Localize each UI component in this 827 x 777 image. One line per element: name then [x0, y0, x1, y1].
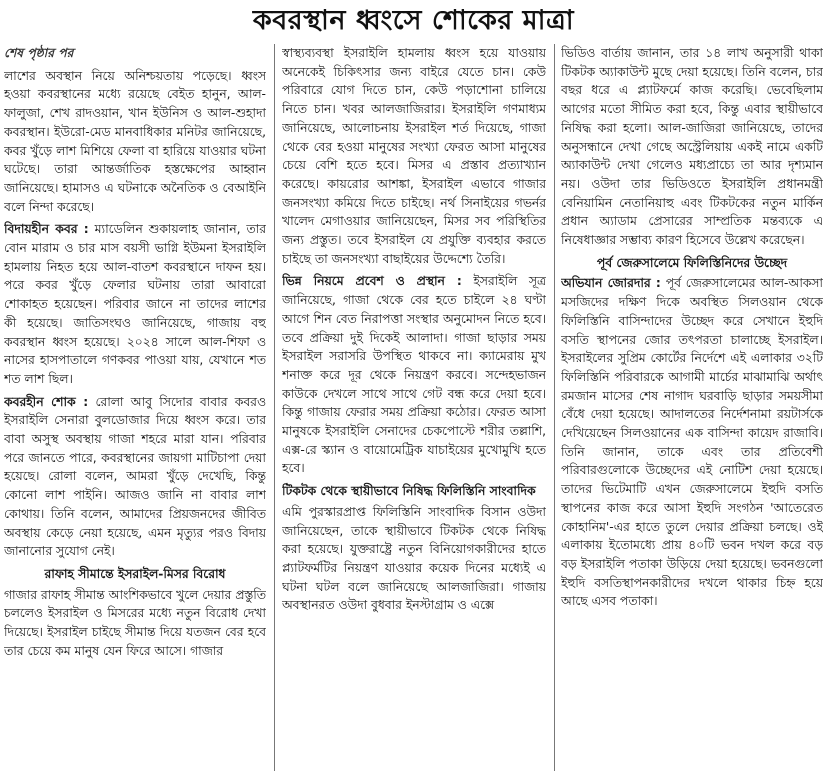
subheading: পূর্ব জেরুসালেমে ফিলিস্তিনিদের উচ্ছেদ: [596, 255, 788, 270]
continued-from-label: শেষ পৃষ্ঠার পর: [4, 46, 74, 60]
kicker-line: [4, 44, 266, 63]
paragraph: ভিডিও বার্তায় জানান, তার ১৪ লাখ অনুসারী থাকা টিকটক অ্যাকাউন্ট মুছে দেয়া হয়েছে। তিনি বলেন, চার বছর ধরে এ প্ল্যাটফর্মে কাজ করেছি। ভেবেছিলাম আগের মতো সীমিত করা হবে, কিন্তু এবার স্থায়ীভাবে নিষিদ্ধ করা হলো। আল-জাজিরা জানিয়েছে, তাদের অনুসন্ধানে দেখা গেছে অস্ট্রেলিয়ায় একই নামে একটি অ্যাকাউন্ট দেখা গেলেও মধ্যপ্রাচ্যে তা আর দৃশ্যমান নয়। ওউদা তার ভিডিওতে ইসরাইলি প্রধানমন্ত্রী বেনিয়ামিন নেতানিয়াহু এবং টিকটকের নতুন মার্কিন প্রধান অ্যাডাম প্রেসারের সাম্প্রতিক মন্তব্যকে এ নিষেধাজ্ঞার সম্ভাব্য কারণ হিসেবে উল্লেখ করেছেন।: [561, 46, 823, 248]
paragraph-lead: অভিযান জোরদার :: [561, 276, 661, 291]
paragraph: গাজার রাফাহ সীমান্ত আংশিকভাবে খুলে দেয়ার প্রস্তুতি চললেও ইসরাইল ও মিসরের মধ্যে নতুন বিরোধ দেখা দিয়েছে। ইসরাইল চাইছে সীমান্ত দিয়ে যতজন বের হবে তার চেয়ে কম মানুষ যেন ফিরে আসে। গাজার: [4, 587, 266, 658]
paragraph: লাশের অবস্থান নিয়ে অনিশ্চয়তায় পড়েছে। ধ্বংস হওয়া কবরস্থানের মধ্যে রয়েছে বেইত হানুন, আল-ফালুজা, শেখ রাদওয়ান, খান ইউনিস ও আল-শুহাদা কবরস্থান। ইউরো-মেড মানবাধিকার মনিটর জানিয়েছে, কবর খুঁড়ে লাশ মিশিয়ে ফেলা বা হারিয়ে যাওয়ার ঘটনা ঘটেছে। তারা আন্তর্জাতিক হস্তক্ষেপের আহ্বান জানিয়েছে। হামাসও এ ঘটনাকে অনৈতিক ও বেআইনি বলে নিন্দা করেছে।: [4, 68, 266, 214]
article-column-2: [282, 44, 546, 773]
article-column-1: [4, 44, 266, 773]
headline: কবরস্থান ধ্বংসে শোকের মাত্রা: [252, 5, 575, 36]
paragraph-text: রোলা আবু সিদোর বাবার কবরও ইসরাইলি সেনারা বুলডোজার দিয়ে ধ্বংস করে। তার বাবা অসুস্থ অবস্থায় গাজা শহরে মারা যান। পরিবার পরে জানতে পারে, কবরস্থানের জায়গা মাটিচাপা দেয়া হয়েছে। রোলা বলেন, আমরা খুঁড়ে দেখেছি, কিন্তু কোনো লাশ পাইনি। আজও জানি না বাবার লাশ কোথায়। তিনি বলেন, আমাদের প্রিয়জনদের জীবিত অবস্থায় কেড়ে নেয়া হয়েছে, এমন মৃত্যুর পরও বিদায় জানানোর সুযোগ নেই।: [4, 394, 266, 559]
subheading: টিকটক থেকে স্থায়ীভাবে নিষিদ্ধ ফিলিস্তিনি সাংবাদিক: [282, 484, 536, 499]
paragraph: [4, 220, 266, 388]
paragraph: [561, 274, 823, 611]
subheading: রাফাহ সীমান্তে ইসরাইল-মিসর বিরোধ: [44, 566, 226, 581]
column-divider: [554, 44, 555, 771]
paragraph: এমি পুরস্কারপ্রাপ্ত ফিলিস্তিনি সাংবাদিক বিসান ওউদা জানিয়েছেন, তাকে স্থায়ীভাবে টিকটক থেকে নিষিদ্ধ করা হয়েছে। যুক্তরাষ্ট্রে নতুন বিনিয়োগকারীদের হাতে প্ল্যাটফর্মটির নিয়ন্ত্রণ যাওয়ার কয়েক দিনের মধ্যেই এ ঘটনা ঘটল বলে জানিয়েছে আলজাজিরা। গাজায় অবস্থানরত ওউদা বুধবার ইনস্টাগ্রাম ও এক্সে: [282, 504, 546, 613]
headline-area: [0, 0, 827, 42]
paragraph-text: পূর্ব জেরুসালেমের আল-আকসা মসজিদের দক্ষিণ দিকে অবস্থিত সিলওয়ান থেকে ফিলিস্তিনি বাসিন্দাদের উচ্ছেদ করে সেখানে ইহুদি বসতি স্থাপনের জোর তৎপরতা চালাচ্ছে ইসরাইল। ইসরাইলের সুপ্রিম কোর্টের নির্দেশে এই এলাকার ৩২টি ফিলিস্তিনি পরিবারকে আগামী মার্চের মাঝামাঝি অর্থাৎ রমজান মাসের শেষ নাগাদ ঘরবাড়ি ছাড়ার সময়সীমা বেঁধে দেয়া হয়েছে। আদালতের নির্দেশনামা রয়টার্সকে দেখিয়েছেন সিলওয়ানের এক বাসিন্দা কায়েদ রাজাবি। তিনি জানান, তাকে এবং তার প্রতিবেশী পরিবারগুলোকে উচ্ছেদের এই নোটিশ দেয়া হয়েছে। তাদের ভিটেমাটি এখন জেরুসালেমে ইহুদি বসতি স্থাপনের কাজ করে আসা ইহুদি সংগঠন 'আতেরেত কোহানিম'-এর হাতে তুলে দেয়ার প্রক্রিয়া চলছে। ওই এলাকায় ইতোমধ্যে প্রায় ৪০টি ভবন দখল করে বড় বড় ইসরাইলি পতাকা উড়িয়ে দেয়া হয়েছে। ভবনগুলো ইহুদি বসতিস্থাপনকারীদের দখলে থাকার চিহ্ন হয়ে আছে এসব পতাকা।: [561, 276, 823, 609]
paragraph-lead: বিদায়হীন কবর :: [4, 222, 89, 237]
paragraph-text: ইসরাইলি সূত্র জানিয়েছে, গাজা থেকে বের হতে চাইলে ২৪ ঘণ্টা আগে শিন বেত নিরাপত্তা সংস্থার অনুমোদন নিতে হবে। তবে প্রক্রিয়া দুই দিকেই আলাদা। গাজা ছাড়ার সময় ইসরাইল সরাসরি উপস্থিত থাকবে না। ক্যামেরায় মুখ শনাক্ত করে দূর থেকে নিয়ন্ত্রণ করবে। সন্দেহভাজন কাউকে দেখলে সাথে সাথে গেট বন্ধ করে দেয়া হবে। কিন্তু গাজায় ফেরার সময় প্রক্রিয়া কঠোর। ফেরত আসা মানুষকে ইসরাইলি সেনাদের চেকপোস্টে শরীর তল্লাশি, এক্স-রে স্ক্যান ও বায়োমেট্রিক যাচাইয়ের মুখোমুখি হতে হবে।: [282, 274, 546, 476]
paragraph-lead: কবরহীন শোক :: [4, 394, 89, 409]
article-column-3: [561, 44, 823, 773]
paragraph: [4, 393, 266, 561]
paragraph-lead: ভিন্ন নিয়মে প্রবেশ ও প্রস্থান :: [282, 274, 462, 289]
paragraph-text: ম্যাডেলিন শুকায়লাহ জানান, তার বোন মারাম ও চার মাস বয়সী ভাগ্নি ইউমনা ইসরাইলি হামলায় নিহত হয়ে আল-বাতশ কবরস্থানে দাফন হয়। পরে কবর খুঁড়ে ফেলার ঘটনায় তারা আবারো শোকাহত হয়েছেন। পরিবার জানে না তাদের লাশের কী হয়েছে। জাতিসংঘও জানিয়েছে, গাজায় বহু কবরস্থান ধ্বংস হয়েছে। ২০২৪ সালে আল-শিফা ও নাসের হাসপাতালে গণকবর পাওয়া যায়, যেখানে শত শত লাশ ছিল।: [4, 222, 266, 386]
paragraph: [282, 272, 546, 478]
column-divider: [274, 44, 275, 771]
paragraph: স্বাস্থ্যব্যবস্থা ইসরাইলি হামলায় ধ্বংস হয়ে যাওয়ায় অনেকেই চিকিৎসার জন্য বাইরে যেতে চান। কেউ পরিবারে যোগ দিতে চান, কেউ পড়াশোনা চালিয়ে নিতে চান। খবর আলজাজিরার। ইসরাইলি গণমাধ্যম জানিয়েছে, আলোচনায় ইসরাইল শর্ত দিয়েছে, গাজা থেকে বের হওয়া মানুষের সংখ্যা ফেরত আসা মানুষের চেয়ে বেশি হতে হবে। মিসর এ প্রস্তাব প্রত্যাখ্যান করেছে। কায়রোর আশঙ্কা, ইসরাইল এভাবে গাজার জনসংখ্যা কমিয়ে দিতে চাইছে। নর্থ সিনাইয়ের গভর্নর খালেদ মেগাওয়ার জানিয়েছেন, মিসর সব পরিস্থিতির জন্য প্রস্তুত। তবে ইসরাইল যে প্রযুক্তি ব্যবহার করতে চাইছে তা জনসংখ্যা বাছাইয়ের উদ্দেশ্যে তৈরি।: [282, 46, 546, 266]
